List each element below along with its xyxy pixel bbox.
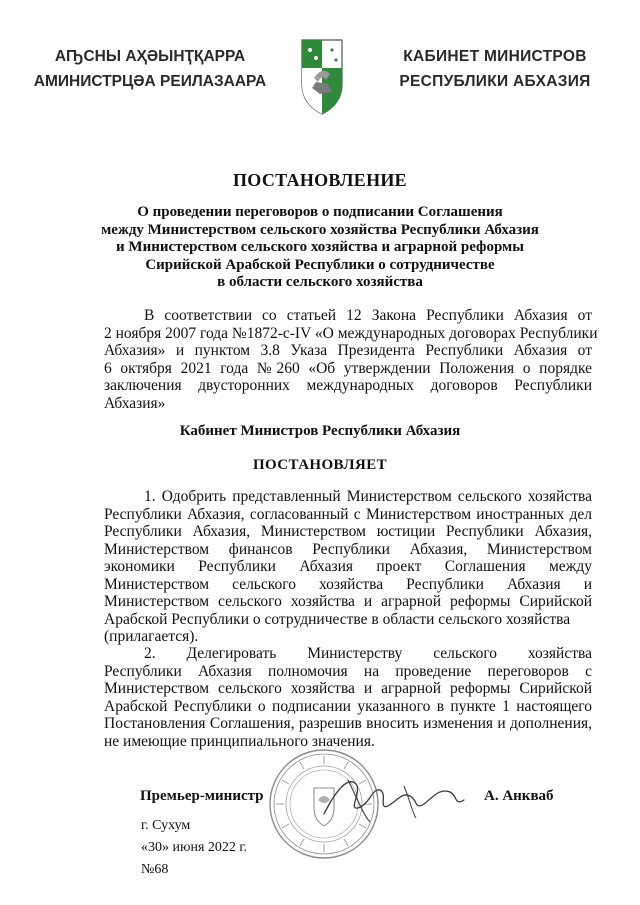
subject-line: и Министерством сельского хозяйства и аграрной реформы bbox=[116, 239, 524, 255]
subject-line: в области сельского хозяйства bbox=[217, 274, 423, 290]
item-1-line: 1. Одобрить представленный Министерством сельского хозяйства bbox=[144, 488, 592, 505]
issue-city: г. Сухум bbox=[141, 818, 191, 833]
subject-line: О проведении переговоров о подписании Соглашения bbox=[137, 204, 503, 220]
item-2-line: Республики Абхазия полномочия на проведение переговоров с bbox=[104, 662, 592, 680]
item-2-line: 2. Делегировать Министерству сельского хозяйства bbox=[144, 645, 592, 662]
preamble-line: заключения двусторонних международных договоров Республики bbox=[104, 377, 592, 394]
preamble-paragraph bbox=[104, 307, 598, 412]
subject-line: Сирийской Арабской Республики о сотрудничестве bbox=[145, 256, 495, 273]
item-2-line: Постановления Соглашения, разрешив вносить изменения и дополнения, bbox=[104, 715, 592, 732]
signatory-name: А. Анкваб bbox=[484, 788, 554, 804]
document-number: №68 bbox=[141, 862, 169, 877]
item-2-line: не имеющие принципиального значения. bbox=[104, 732, 375, 750]
preamble-line: В соответствии со статьей 12 Закона Республики Абхазия от bbox=[144, 307, 592, 324]
issue-date: «30» июня 2022 г. bbox=[141, 840, 248, 855]
signatory-position: Премьер-министр bbox=[140, 788, 264, 804]
item-1-line: Министерством финансов Республики Абхазия, Министерством bbox=[104, 540, 592, 558]
item-1-line: (прилагается). bbox=[104, 628, 199, 645]
header-left-line1: АҦСНЫ АҲӘЫНҬҚАРРА bbox=[54, 48, 246, 65]
header-right-russian bbox=[350, 44, 640, 94]
handwritten-signature-icon bbox=[318, 770, 468, 830]
item-1-line: Республики Абхазия, Министерством юстиции Республики Абхазия, bbox=[104, 523, 592, 540]
item-2-line: Арабской Республики о подписании указанного в пункте 1 настоящего bbox=[104, 697, 592, 715]
item-1-line: Арабской Республики о сотрудничестве в области сельского хозяйства bbox=[104, 610, 571, 628]
header-left-abkhaz bbox=[0, 44, 300, 94]
item-1-line: Республики Абхазия, согласованный с Министерством иностранных дел bbox=[104, 505, 592, 523]
item-1-line: Министерством сельского хозяйства и аграрной реформы Сирийской bbox=[104, 593, 592, 610]
item-1-line: Министерством сельского хозяйства Республики Абхазия и bbox=[104, 575, 592, 593]
preamble-line: 6 октября 2021 года №260 «Об утверждении Положения о порядке bbox=[104, 359, 592, 377]
abkhazia-coat-of-arms-icon bbox=[300, 38, 344, 116]
header-left-line2: АМИНИСТРЦӘА РЕИЛАЗААРА bbox=[33, 73, 267, 90]
header-right-line1: КАБИНЕТ МИНИСТРОВ bbox=[403, 48, 587, 65]
document-subject bbox=[80, 204, 560, 292]
preamble-line: 2 ноября 2007 года №1872-с-IV «О международных договорах Республики bbox=[104, 324, 598, 342]
preamble-line: Абхазия» и пунктом 3.8 Указа Президента Республики Абхазия от bbox=[104, 342, 592, 359]
decree-heading: ПОСТАНОВЛЯЕТ bbox=[252, 457, 388, 473]
issuer-heading: Кабинет Министров Республики Абхазия bbox=[179, 423, 461, 439]
item-1-paragraph bbox=[104, 488, 592, 646]
item-2-paragraph bbox=[104, 645, 592, 750]
item-2-line: Министерством сельского хозяйства и аграрной реформы Сирийской bbox=[104, 680, 592, 697]
document-type: ПОСТАНОВЛЕНИЕ bbox=[233, 170, 407, 190]
item-1-line: экономики Республики Абхазия проект Соглашения между bbox=[104, 558, 592, 575]
preamble-line: Абхазия» bbox=[104, 394, 166, 412]
header-right-line2: РЕСПУБЛИКИ АБХАЗИЯ bbox=[399, 73, 591, 90]
subject-line: между Министерством сельского хозяйства Республики Абхазия bbox=[101, 221, 539, 238]
